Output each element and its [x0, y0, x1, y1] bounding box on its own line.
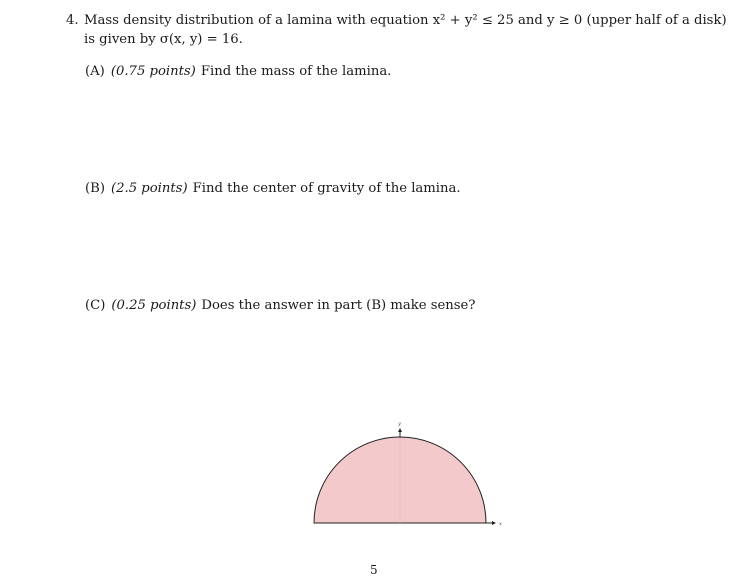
problem-statement-line-1: Mass density distribution of a lamina with equation x² + y² ≤ 25 and y ≥ 0 (upper half of a disk)	[84, 13, 727, 28]
part-b-points: (2.5 points)	[110, 181, 188, 196]
part-c-text: Does the answer in part (B) make sense?	[201, 298, 476, 313]
part-c	[85, 296, 475, 315]
part-b-text: Find the center of gravity of the lamina.	[192, 181, 461, 196]
part-b	[85, 179, 461, 198]
part-a	[85, 62, 391, 81]
x-axis-label: x	[499, 521, 502, 527]
part-a-points: (0.75 points)	[110, 64, 196, 79]
problem-statement	[84, 11, 729, 49]
half-disk-figure	[300, 418, 510, 536]
y-axis-label: y	[398, 421, 401, 427]
y-axis-arrow	[398, 428, 402, 432]
problem-number: 4.	[66, 13, 79, 28]
part-c-points: (0.25 points)	[111, 298, 197, 313]
part-b-label: (B)	[85, 181, 105, 196]
x-axis-arrow	[492, 521, 496, 525]
part-a-text: Find the mass of the lamina.	[200, 64, 392, 79]
page-number: 5	[370, 563, 378, 577]
part-a-label: (A)	[85, 64, 105, 79]
problem-statement-line-2: is given by σ(x, y) = 16.	[84, 32, 243, 47]
part-c-label: (C)	[85, 298, 106, 313]
